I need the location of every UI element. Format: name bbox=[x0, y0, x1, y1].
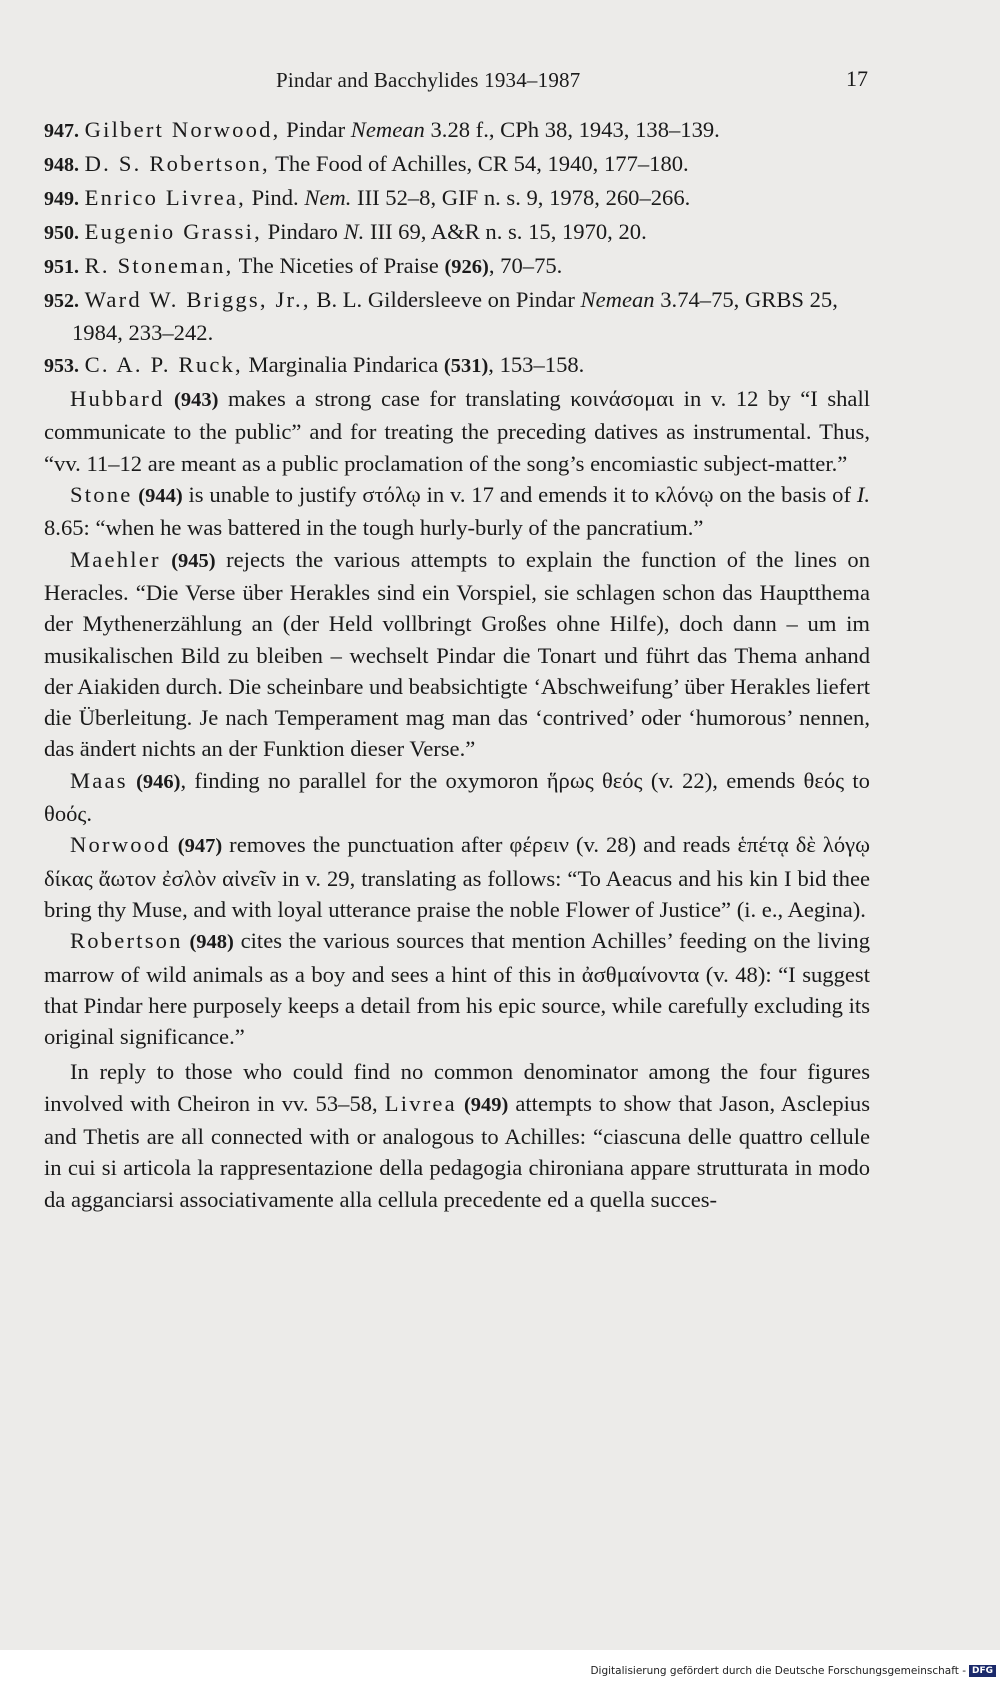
entry-title-post: , 70–75. bbox=[488, 252, 563, 278]
entry-title-pre: Pind. bbox=[245, 184, 305, 210]
paragraph-italic: I. bbox=[856, 482, 870, 508]
paragraph-norwood bbox=[44, 829, 870, 925]
cross-reference: (944) bbox=[138, 485, 183, 508]
entry-title-post: , 153–158. bbox=[488, 352, 585, 378]
paragraph-maehler bbox=[44, 544, 870, 765]
page-body bbox=[44, 114, 870, 1215]
scholar-name: Hubbard bbox=[70, 386, 165, 412]
credit-text: Digitalisierung gefördert durch die Deutsche Forschungsgemeinschaft - bbox=[590, 1665, 966, 1677]
paragraph-text: attempts to show that Jason, Asclepius and Thetis are all connected with or analogous to Achilles: “ciascuna delle quattro cellule in cui si articola la rappresentazione della pedagogia chironiana appare strutturata in modo da agganciarsi associativamente alla cellula precedente ed a quella succes- bbox=[44, 1090, 870, 1212]
paragraph-text: 8.65: “when he was battered in the tough hurly-burly of the pancratium.” bbox=[44, 515, 704, 541]
entry-number: 952. bbox=[44, 289, 79, 312]
entry-title-italic: Nemean bbox=[350, 117, 425, 142]
cross-reference: (948) bbox=[189, 931, 234, 954]
bibliography-entry-953 bbox=[44, 349, 870, 382]
entry-title-pre: The Food of Achilles, CR 54, 1940, 177–180. bbox=[269, 150, 689, 176]
paragraph-hubbard bbox=[44, 383, 870, 479]
entry-number: 953. bbox=[44, 355, 79, 378]
paragraph-text: makes a strong case for translating κοινάσομαι in v. 12 by “I shall communicate to the public” and for treating the preceding datives as instrumental. Thus, “vv. 11–12 are meant as a public proclamation of the song’s encomiastic subject-matter.” bbox=[44, 386, 870, 476]
entry-number: 951. bbox=[44, 255, 79, 278]
entry-title-italic: Nem. bbox=[304, 184, 352, 210]
entry-author: C. A. P. Ruck, bbox=[84, 352, 243, 378]
entry-author: Ward W. Briggs, Jr., bbox=[84, 286, 311, 312]
entry-author: Gilbert Norwood, bbox=[84, 117, 281, 142]
paragraph-maas bbox=[44, 765, 870, 830]
paragraph-text: rejects the various attempts to explain the function of the lines on Heracles. “Die Verse über Herakles sind ein Vorspiel, sie schlagen schon das Hauptthema der Mythenerzählung an (der Held vollbringt Großes ohne Hilfe), doch dann – um im musikalischen Bild zu bleiben – wechselt Pindar die Tonart und führt das Thema anhand der Aiakiden durch. Die scheinbare und beabsichtigte ‘Abschweifung’ über Herakles liefert die Überleitung. Je nach Temperament mag man das ‘contrived’ oder ‘humorous’ nennen, das ändert nichts an der Funktion dieser Verse.” bbox=[44, 546, 870, 762]
entry-number: 947. bbox=[44, 120, 79, 142]
entry-title-post: III 52–8, GIF n. s. 9, 1978, 260–266. bbox=[351, 184, 691, 210]
entry-title-pre: B. L. Gildersleeve on Pindar bbox=[310, 286, 581, 312]
paragraph-text: , finding no parallel for the oxymoron ἥρως θεός (v. 22), emends θεός to θοός. bbox=[44, 767, 870, 827]
entry-title-italic: N. bbox=[343, 218, 365, 244]
entry-title-post: III 69, A&R n. s. 15, 1970, 20. bbox=[364, 218, 647, 244]
bibliography-list bbox=[44, 114, 870, 383]
digitization-credit bbox=[590, 1665, 996, 1677]
entry-author: D. S. Robertson, bbox=[84, 150, 270, 176]
entry-number: 950. bbox=[44, 221, 79, 244]
entry-cross-reference: (531) bbox=[443, 355, 489, 378]
cross-reference: (946) bbox=[136, 770, 181, 793]
scholar-name: Stone bbox=[70, 482, 133, 508]
paragraph-text: removes the punctuation after φέρειν (v. 28) and reads ἑπέτᾳ δὲ λόγῳ δίκας ἄωτον ἐσλὸν αἰνεῖν in v. 29, translating as follows: “To Aeacus and his kin I bid thee bring thy Muse, and with loyal utterance praise the noble Flower of Justice” (i. e., Aegina). bbox=[44, 832, 870, 922]
cross-reference: (945) bbox=[171, 549, 216, 572]
scholar-name: Maehler bbox=[70, 546, 161, 572]
paragraph-stone bbox=[44, 479, 870, 544]
scholar-name: Maas bbox=[70, 767, 128, 793]
paragraph-text: In reply to those who could find no common denominator among the four figures involved with Cheiron in vv. 53–58, bbox=[44, 1059, 870, 1116]
entry-number: 949. bbox=[44, 187, 79, 210]
bibliography-entry-949 bbox=[44, 182, 870, 215]
bibliography-entry-951 bbox=[44, 250, 870, 283]
entry-number: 948. bbox=[44, 153, 79, 176]
bibliography-entry-950 bbox=[44, 216, 870, 249]
entry-author: Eugenio Grassi, bbox=[84, 218, 262, 244]
scholar-name: Robertson bbox=[70, 928, 183, 954]
entry-author: R. Stoneman, bbox=[84, 252, 234, 278]
cross-reference: (943) bbox=[174, 389, 219, 412]
entry-cross-reference: (926) bbox=[444, 255, 489, 278]
running-title: Pindar and Bacchylides 1934–1987 bbox=[276, 68, 581, 92]
paragraph-text: cites the various sources that mention Achilles’ feeding on the living marrow of wild animals as a boy and sees a hint of this in ἀσθμαίνοντα (v. 48): “I suggest that Pindar here purposely keeps a detail from his epic source, while carefully excluding its original significance.” bbox=[44, 928, 870, 1050]
paragraph-robertson bbox=[44, 925, 870, 1052]
cross-reference: (947) bbox=[177, 835, 223, 858]
paragraph-livrea bbox=[44, 1056, 870, 1214]
dfg-logo: DFG bbox=[969, 1665, 996, 1677]
page-number: 17 bbox=[846, 66, 868, 91]
entry-title-pre: Marginalia Pindarica bbox=[242, 352, 444, 378]
bibliography-entry-947 bbox=[44, 114, 870, 147]
bibliography-entry-952 bbox=[44, 284, 870, 349]
entry-title-post: 3.74–75, GRBS 25, 1984, 233–242. bbox=[72, 286, 838, 346]
scholar-name: Livrea bbox=[384, 1090, 457, 1116]
entry-title-pre: Pindaro bbox=[261, 218, 344, 244]
entry-title-pre: Pindar bbox=[280, 117, 351, 142]
paragraph-text: is unable to justify στόλῳ in v. 17 and emends it to κλόνῳ on the basis of bbox=[182, 482, 857, 508]
page-header bbox=[0, 62, 1000, 96]
cross-reference: (949) bbox=[463, 1093, 509, 1116]
entry-author: Enrico Livrea, bbox=[84, 184, 246, 210]
entry-title-italic: Nemean bbox=[580, 286, 655, 312]
bibliography-entry-948 bbox=[44, 148, 870, 181]
entry-title-pre: The Niceties of Praise bbox=[233, 252, 445, 278]
entry-title-post: 3.28 f., CPh 38, 1943, 138–139. bbox=[424, 117, 720, 142]
scholar-name: Norwood bbox=[70, 832, 171, 858]
